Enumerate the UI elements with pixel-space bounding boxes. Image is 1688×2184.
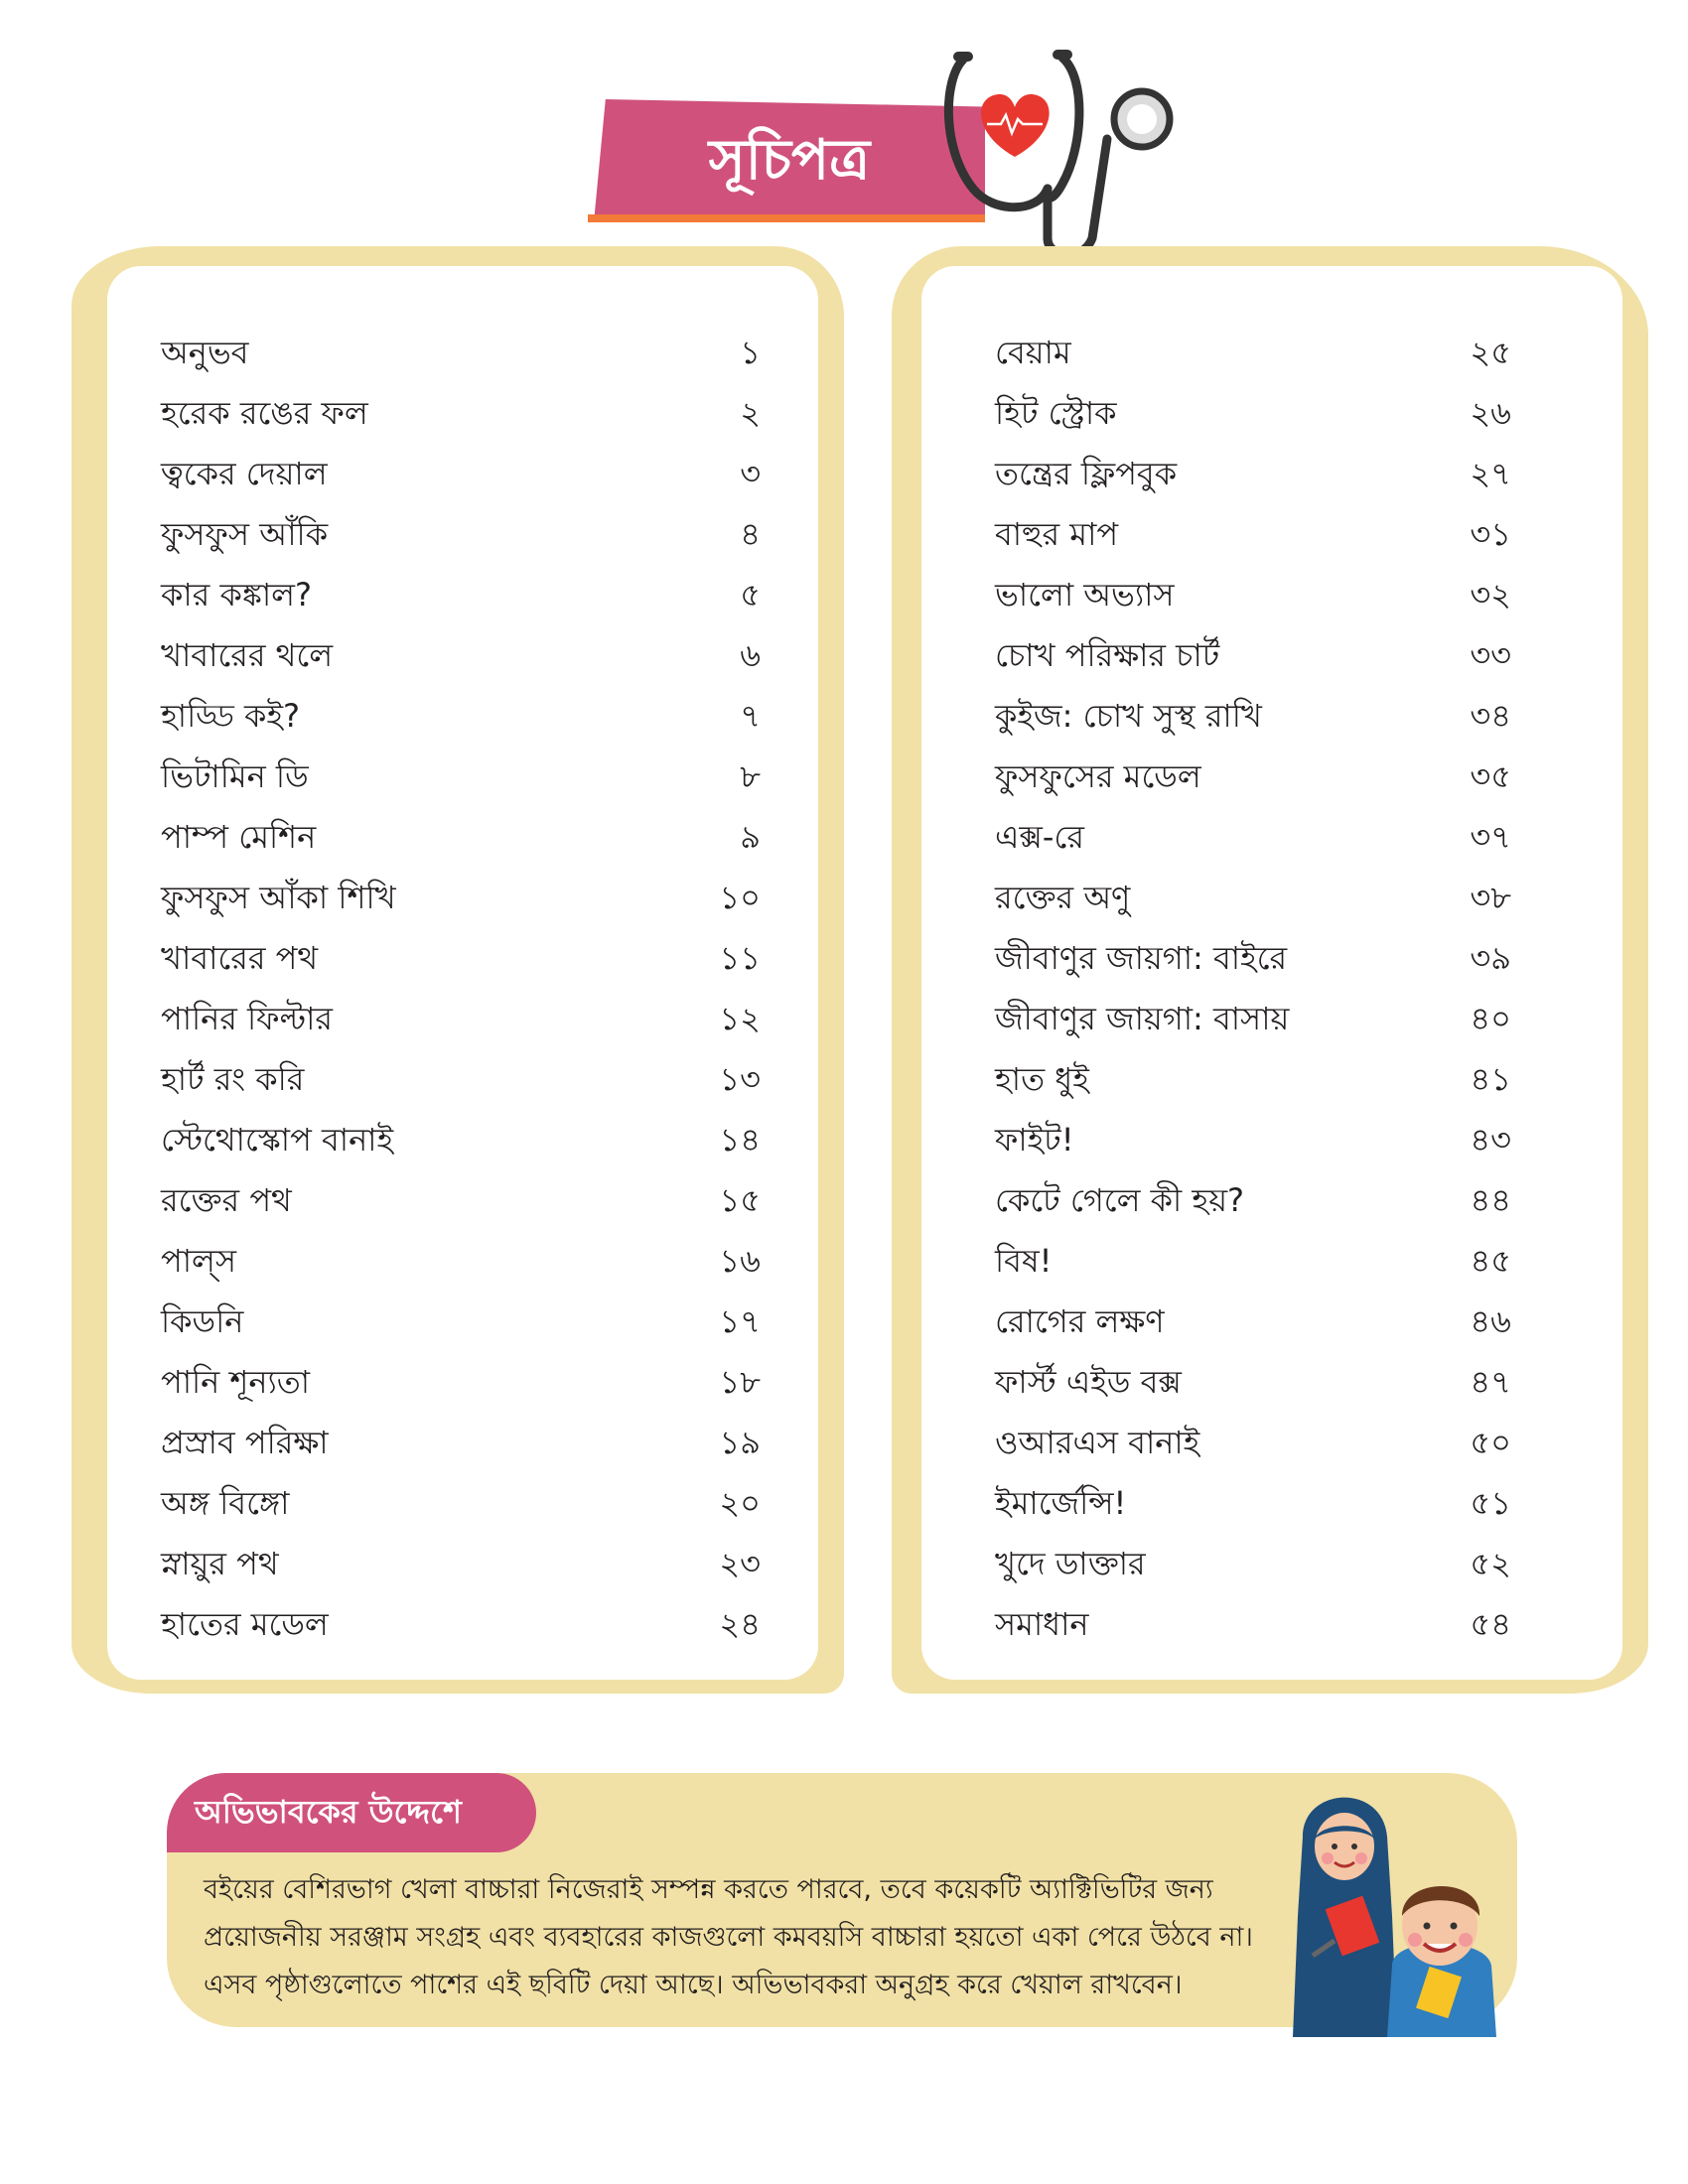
toc-item[interactable] — [995, 444, 1511, 504]
guardian-note-line: এসব পৃষ্ঠাগুলোতে পাশের এই ছবিটি দেয়া আছে। অভিভাবকরা অনুগ্রহ করে খেয়াল রাখবেন। — [204, 1970, 1183, 2000]
toc-item-page: ১৬ — [719, 1242, 761, 1280]
toc-item-title: সমাধান — [995, 1605, 1089, 1643]
toc-item-page: ২৪ — [719, 1605, 761, 1643]
toc-item[interactable] — [995, 1473, 1511, 1534]
toc-item[interactable] — [995, 989, 1511, 1049]
toc-item-page: ১০ — [719, 879, 761, 916]
toc-item-page: ৭ — [740, 697, 761, 735]
toc-item-title: পানি শূন্যতা — [161, 1363, 311, 1401]
toc-item[interactable] — [995, 565, 1511, 625]
toc-item-page: ৪৬ — [1470, 1302, 1511, 1340]
toc-item-page: ৫০ — [1470, 1424, 1511, 1461]
toc-item[interactable] — [161, 686, 761, 747]
toc-item-page: ২৬ — [1470, 394, 1511, 432]
toc-item-title: ফুসফুস আঁকি — [161, 515, 329, 553]
toc-item-title: রক্তের পথ — [161, 1181, 292, 1219]
toc-item-title: জীবাণুর জায়গা: বাইরে — [995, 939, 1288, 977]
toc-item[interactable] — [995, 1413, 1511, 1473]
toc-item[interactable] — [161, 1049, 761, 1110]
toc-item-page: ৯ — [740, 818, 761, 856]
guardian-note-line: বইয়ের বেশিরভাগ খেলা বাচ্চারা নিজেরাই সম্পন্ন করতে পারবে, তবে কয়েকটি অ্যাক্টিভিটির জন্য — [204, 1874, 1213, 1905]
toc-item-title: কুইজ: চোখ সুস্থ রাখি — [995, 697, 1262, 735]
toc-item[interactable] — [161, 444, 761, 504]
toc-item-page: ১৫ — [719, 1181, 761, 1219]
toc-item-title: ইমার্জেন্সি! — [995, 1484, 1127, 1522]
toc-item-title: ভালো অভ্যাস — [995, 576, 1175, 614]
toc-item[interactable] — [995, 868, 1511, 928]
toc-item[interactable] — [161, 383, 761, 444]
toc-item-page: ৪ — [740, 515, 761, 553]
toc-item[interactable] — [161, 1110, 761, 1170]
toc-item[interactable] — [995, 1352, 1511, 1413]
toc-item-page: ১৯ — [719, 1424, 761, 1461]
toc-item[interactable] — [995, 807, 1511, 868]
toc-item[interactable] — [995, 625, 1511, 686]
toc-item[interactable] — [161, 565, 761, 625]
toc-item[interactable] — [995, 1049, 1511, 1110]
toc-item-page: ৩৪ — [1470, 697, 1511, 735]
toc-item-title: হিট স্ট্রোক — [995, 394, 1117, 432]
toc-item-page: ৩৭ — [1470, 818, 1511, 856]
toc-item-page: ৫২ — [1470, 1545, 1511, 1582]
toc-item-page: ৪০ — [1470, 1000, 1511, 1037]
toc-item[interactable] — [995, 686, 1511, 747]
toc-item-title: কেটে গেলে কী হয়? — [995, 1181, 1245, 1219]
toc-item-title: বিষ! — [995, 1242, 1053, 1280]
toc-item[interactable] — [995, 1170, 1511, 1231]
toc-item[interactable] — [161, 1292, 761, 1352]
toc-item[interactable] — [995, 1292, 1511, 1352]
toc-item-title: রক্তের অণু — [995, 879, 1131, 916]
toc-item-title: কার কঙ্কাল? — [161, 576, 312, 614]
toc-item[interactable] — [161, 1413, 761, 1473]
toc-item-title: ফার্স্ট এইড বক্স — [995, 1363, 1182, 1401]
toc-item-title: তন্ত্রের ফ্লিপবুক — [995, 455, 1178, 492]
toc-item-page: ৫৪ — [1470, 1605, 1511, 1643]
toc-item-title: হার্ট রং করি — [161, 1060, 305, 1098]
toc-item-page: ৪৭ — [1470, 1363, 1511, 1401]
guardian-note-text — [204, 1866, 1296, 2009]
toc-item-title: ভিটামিন ডি — [161, 757, 309, 795]
toc-item-title: পাম্প মেশিন — [161, 818, 317, 856]
toc-item-title: পানির ফিল্টার — [161, 1000, 334, 1037]
toc-item-page: ২৫ — [1470, 334, 1511, 371]
toc-item-page: ৪৩ — [1470, 1121, 1511, 1159]
toc-item[interactable] — [995, 383, 1511, 444]
toc-item-page: ৩৮ — [1470, 879, 1511, 916]
toc-item-page: ২৭ — [1470, 455, 1511, 492]
toc-item-title: খুদে ডাক্তার — [995, 1545, 1146, 1582]
toc-item[interactable] — [161, 1594, 761, 1655]
toc-item-page: ৪৪ — [1470, 1181, 1511, 1219]
toc-item-page: ২৩ — [719, 1545, 761, 1582]
toc-item-page: ৫ — [740, 576, 761, 614]
toc-item[interactable] — [995, 1534, 1511, 1594]
toc-item-page: ৩৫ — [1470, 757, 1511, 795]
toc-item[interactable] — [161, 747, 761, 807]
toc-item-title: বাহুর মাপ — [995, 515, 1119, 553]
toc-item[interactable] — [161, 989, 761, 1049]
toc-item-page: ১৩ — [719, 1060, 761, 1098]
toc-item-title: স্নায়ুর পথ — [161, 1545, 279, 1582]
toc-item-page: ৩১ — [1470, 515, 1511, 553]
toc-item-page: ৪১ — [1470, 1060, 1511, 1098]
toc-item-title: স্টেথোস্কোপ বানাই — [161, 1121, 394, 1159]
toc-item-title: ফুসফুসের মডেল — [995, 757, 1201, 795]
toc-item-title: রোগের লক্ষণ — [995, 1302, 1165, 1340]
toc-item[interactable] — [161, 323, 761, 383]
toc-item-page: ২ — [740, 394, 761, 432]
toc-item[interactable] — [995, 1231, 1511, 1292]
toc-item[interactable] — [995, 1110, 1511, 1170]
toc-item[interactable] — [161, 928, 761, 989]
toc-item-page: ৫১ — [1470, 1484, 1511, 1522]
page-title: সূচিপত্র — [708, 128, 871, 193]
toc-item-page: ৩৯ — [1470, 939, 1511, 977]
toc-item[interactable] — [995, 747, 1511, 807]
guardian-and-child-illustration — [1273, 1767, 1511, 2037]
toc-item-page: ৬ — [740, 636, 761, 674]
toc-item-page: ১৭ — [719, 1302, 761, 1340]
toc-item[interactable] — [995, 928, 1511, 989]
toc-item[interactable] — [161, 1473, 761, 1534]
toc-item-page: ২০ — [719, 1484, 761, 1522]
title-underline — [588, 214, 985, 222]
toc-item-title: ফাইট! — [995, 1121, 1074, 1159]
toc-item[interactable] — [995, 504, 1511, 565]
toc-item-page: ৩২ — [1470, 576, 1511, 614]
toc-item-title: অঙ্গ বিঙ্গো — [161, 1484, 290, 1522]
toc-item[interactable] — [161, 1534, 761, 1594]
toc-item-page: ১ — [740, 334, 761, 371]
toc-item-title: ফুসফুস আঁকা শিখি — [161, 879, 396, 916]
stethoscope-heart-icon — [943, 40, 1182, 268]
toc-item[interactable] — [161, 504, 761, 565]
toc-item[interactable] — [161, 1352, 761, 1413]
toc-item-page: ৩ — [740, 455, 761, 492]
toc-item-title: হাত ধুই — [995, 1060, 1089, 1098]
toc-item-title: পাল্‌স — [161, 1242, 236, 1280]
guardian-note-heading: অভিভাবকের উদ্দেশে — [195, 1793, 462, 1831]
toc-item-title: বেয়াম — [995, 334, 1071, 371]
toc-item[interactable] — [161, 868, 761, 928]
toc-item-page: ১২ — [719, 1000, 761, 1037]
toc-item-title: খাবারের থলে — [161, 636, 334, 674]
toc-item[interactable] — [161, 807, 761, 868]
toc-item-page: ৩৩ — [1470, 636, 1511, 674]
toc-item-page: ১৮ — [719, 1363, 761, 1401]
toc-item-title: হরেক রঙের ফল — [161, 394, 368, 432]
toc-item[interactable] — [995, 1594, 1511, 1655]
toc-left-list — [161, 323, 761, 1655]
toc-item-title: হাড্ডি কই? — [161, 697, 301, 735]
toc-right-list — [995, 323, 1511, 1655]
toc-item-title: এক্স-রে — [995, 818, 1084, 856]
toc-item[interactable] — [995, 323, 1511, 383]
toc-item[interactable] — [161, 1170, 761, 1231]
toc-item-title: ওআরএস বানাই — [995, 1424, 1200, 1461]
toc-item-title: খাবারের পথ — [161, 939, 319, 977]
toc-item[interactable] — [161, 625, 761, 686]
toc-item-title: ত্বকের দেয়াল — [161, 455, 328, 492]
toc-item-page: ৪৫ — [1470, 1242, 1511, 1280]
toc-item-title: প্রস্রাব পরিক্ষা — [161, 1424, 329, 1461]
toc-item-page: ১৪ — [719, 1121, 761, 1159]
toc-item-title: কিডনি — [161, 1302, 244, 1340]
toc-item-page: ১১ — [719, 939, 761, 977]
toc-item-title: জীবাণুর জায়গা: বাসায় — [995, 1000, 1290, 1037]
toc-item-title: অনুভব — [161, 334, 249, 371]
toc-item[interactable] — [161, 1231, 761, 1292]
toc-item-page: ৮ — [740, 757, 761, 795]
toc-item-title: হাতের মডেল — [161, 1605, 329, 1643]
toc-item-title: চোখ পরিক্ষার চার্ট — [995, 636, 1220, 674]
guardian-note-line: প্রয়োজনীয় সরঞ্জাম সংগ্রহ এবং ব্যবহারের কাজগুলো কমবয়সি বাচ্চারা হয়তো একা পেরে উঠবে না। — [204, 1922, 1253, 1953]
